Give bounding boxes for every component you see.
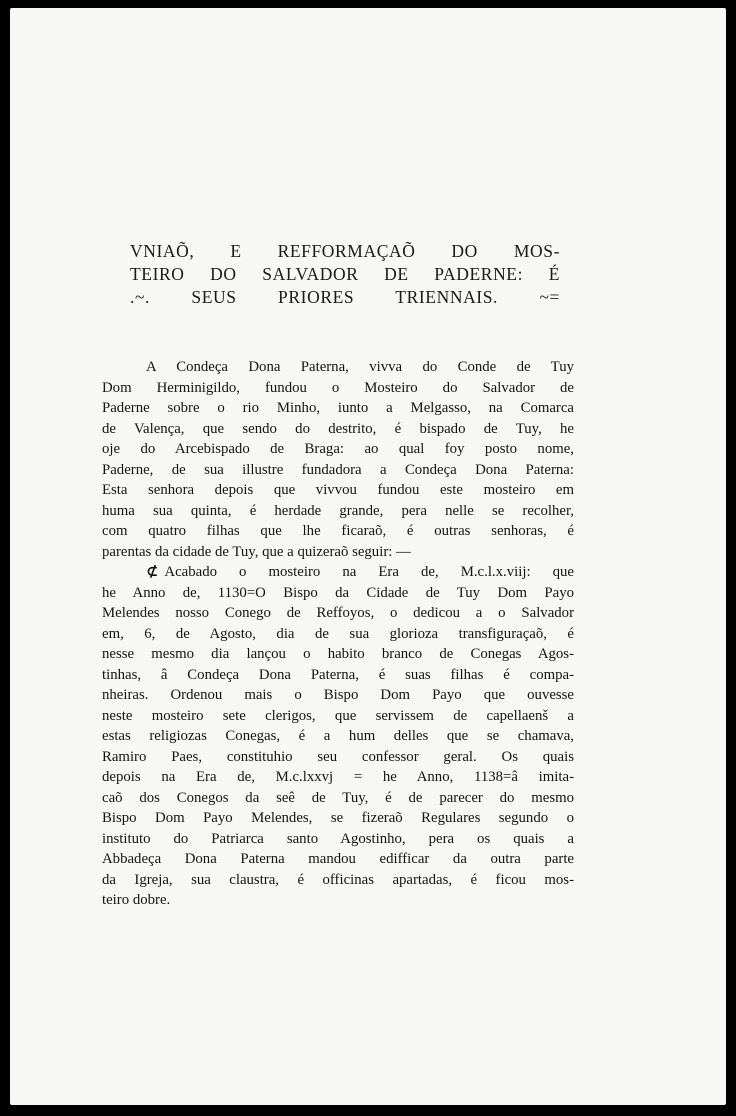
text-line: de Valença, que sendo do destrito, é bispado de Tuy, he <box>102 420 574 437</box>
text-line: com quatro filhas que lhe ficaraõ, é outras senhoras, é <box>102 523 574 539</box>
text-line: estas religiozas Conegas, é a hum delles que se chamava, <box>102 728 574 744</box>
paragraph-2 <box>102 562 574 911</box>
paragraph-1 <box>102 357 574 562</box>
paragraph-mark-icon: ⊄ <box>146 563 159 580</box>
text-line: instituto do Patriarca santo Agostinho, pera os quais a <box>102 830 574 847</box>
text-line: Esta senhora depois que vivvou fundou este mosteiro em <box>102 482 574 498</box>
text-line: huma sua quinta, é herdade grande, pera nelle se recolher, <box>102 502 574 519</box>
text-line: Abbadeça Dona Paterna mandou edifficar da outra parte <box>102 851 574 867</box>
text-line: Acabado o mosteiro na Era de, M.c.l.x.viij: que <box>164 564 574 580</box>
text-line: nheiras. Ordenou mais o Bispo Dom Payo que ouvesse <box>102 687 574 703</box>
text-line: parentas da cidade de Tuy, que a quizeraõ seguir: — <box>102 543 411 560</box>
chapter-heading <box>130 240 560 309</box>
text-line: he Anno de, 1130=O Bispo da Cidade de Tuy Dom Payo <box>102 584 574 601</box>
text-line: nesse mesmo dia lançou o habito branco de Conegas Agos- <box>102 646 574 662</box>
text-line: A Condeça Dona Paterna, vivva do Conde de Tuy <box>146 359 574 375</box>
text-line: Bispo Dom Payo Melendes, se fizeraõ Regulares segundo o <box>102 810 574 826</box>
text-line: Dom Herminigildo, fundou o Mosteiro do Salvador de <box>102 379 574 396</box>
text-line: caõ dos Conegos da seê de Tuy, é de parecer do mesmo <box>102 789 574 806</box>
body-text <box>102 357 574 911</box>
text-line: da Igreja, sua claustra, é officinas apartadas, é ficou mos- <box>102 871 574 888</box>
text-line: Melendes nosso Conego de Reffoyos, o dedicou a o Salvador <box>102 605 574 621</box>
text-line: oje do Arcebispado de Braga: ao qual foy posto nome, <box>102 441 574 457</box>
text-line: Ramiro Paes, constituhio seu confessor geral. Os quais <box>102 748 574 765</box>
heading-line: VNIAÕ, E REFFORMAÇAÕ DO MOS- <box>130 241 560 261</box>
text-line: neste mosteiro sete clerigos, que servissem de capellaenš a <box>102 707 574 724</box>
text-line: Paderne sobre o rio Minho, iunto a Melgasso, na Comarca <box>102 400 574 416</box>
text-line: teiro dobre. <box>102 892 171 908</box>
heading-line: .~. SEUS PRIORES TRIENNAIS. ~= <box>130 287 560 307</box>
text-line: em, 6, de Agosto, dia de sua glorioza transfiguraçaõ, é <box>102 625 574 642</box>
text-line: Paderne, de sua illustre fundadora a Condeça Dona Paterna: <box>102 461 574 478</box>
text-line-first <box>102 562 574 583</box>
heading-line: TEIRO DO SALVADOR DE PADERNE: É <box>130 264 560 284</box>
text-line: tinhas, â Condeça Dona Paterna, é suas filhas é compa- <box>102 666 574 683</box>
text-line: depois na Era de, M.c.lxxvj = he Anno, 1138=â imita- <box>102 769 574 785</box>
